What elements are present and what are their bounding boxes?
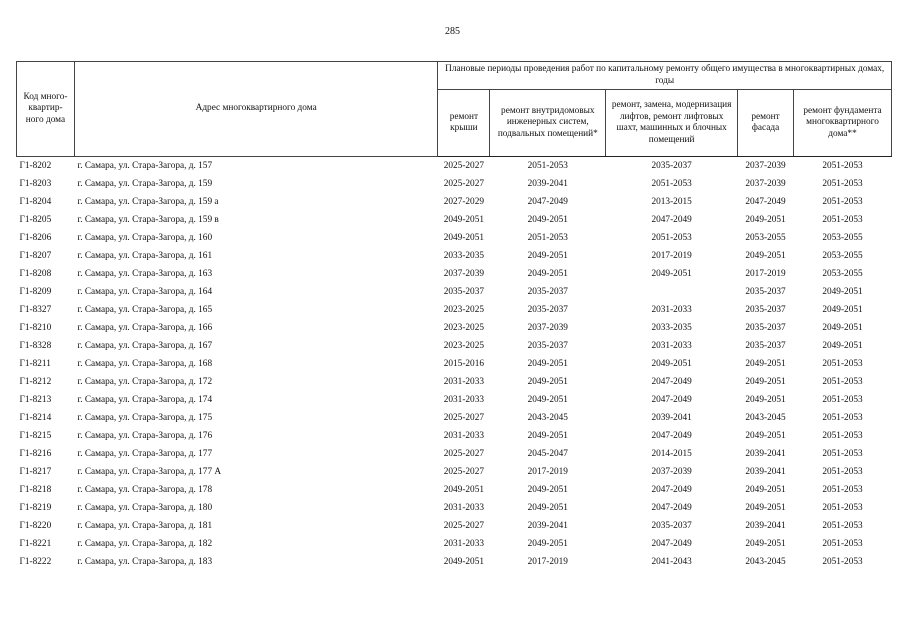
row-address: г. Самара, ул. Стара-Загора, д. 168 xyxy=(77,359,213,369)
header-engineering: ремонт внутридомовых инженерных систем, подвальных помещений* xyxy=(490,90,606,157)
row-engineering: 2049-2051 xyxy=(527,215,568,225)
table-row xyxy=(17,499,892,517)
row-foundation: 2049-2051 xyxy=(822,287,863,297)
row-foundation: 2051-2053 xyxy=(822,503,863,513)
row-facade: 2037-2039 xyxy=(745,179,786,189)
row-foundation: 2051-2053 xyxy=(822,557,863,567)
row-foundation: 2051-2053 xyxy=(822,431,863,441)
row-roof: 2025-2027 xyxy=(443,161,485,171)
row-foundation: 2051-2053 xyxy=(822,215,863,225)
row-code: Г1-8214 xyxy=(19,413,52,423)
row-roof: 2049-2051 xyxy=(443,557,485,567)
table-row xyxy=(17,175,892,193)
row-lifts: 2014-2015 xyxy=(651,449,692,459)
table-row xyxy=(17,229,892,247)
row-roof: 2031-2033 xyxy=(443,395,485,405)
table-row xyxy=(17,193,892,211)
row-address: г. Самара, ул. Стара-Загора, д. 175 xyxy=(77,413,213,423)
row-foundation: 2049-2051 xyxy=(822,341,863,351)
row-roof: 2023-2025 xyxy=(443,305,485,315)
row-facade: 2053-2055 xyxy=(745,233,786,243)
header-address: Адрес многоквартирного дома xyxy=(74,62,437,157)
row-code: Г1-8209 xyxy=(19,287,52,297)
row-foundation: 2053-2055 xyxy=(822,269,863,279)
row-facade: 2039-2041 xyxy=(745,467,786,477)
row-lifts: 2047-2049 xyxy=(651,215,692,225)
row-engineering: 2035-2037 xyxy=(527,341,568,351)
row-code: Г1-8210 xyxy=(19,323,52,333)
row-foundation: 2053-2055 xyxy=(822,251,863,261)
row-address: г. Самара, ул. Стара-Загора, д. 159 а xyxy=(77,197,219,207)
row-lifts: 2049-2051 xyxy=(651,269,692,279)
row-code: Г1-8202 xyxy=(19,161,52,171)
row-roof: 2031-2033 xyxy=(443,431,485,441)
row-roof: 2033-2035 xyxy=(443,251,485,261)
row-lifts: 2035-2037 xyxy=(651,521,692,531)
row-lifts: 2035-2037 xyxy=(651,161,692,171)
row-code: Г1-8212 xyxy=(19,377,52,387)
row-address: г. Самара, ул. Стара-Загора, д. 161 xyxy=(77,251,213,261)
row-code: Г1-8215 xyxy=(19,431,52,441)
row-engineering: 2045-2047 xyxy=(527,449,568,459)
row-address: г. Самара, ул. Стара-Загора, д. 159 xyxy=(77,179,213,189)
row-code: Г1-8222 xyxy=(19,557,52,567)
row-roof: 2015-2016 xyxy=(443,359,485,369)
repair-schedule-table xyxy=(16,61,892,571)
header-lifts: ремонт, замена, модернизация лифтов, ремонт лифтовых шахт, машинных и блочных помещений xyxy=(606,90,738,157)
row-engineering: 2039-2041 xyxy=(527,521,568,531)
row-foundation: 2051-2053 xyxy=(822,179,863,189)
table-body xyxy=(17,157,892,572)
row-engineering: 2049-2051 xyxy=(527,251,568,261)
row-engineering: 2017-2019 xyxy=(527,467,568,477)
row-facade: 2049-2051 xyxy=(745,215,786,225)
row-facade: 2039-2041 xyxy=(745,449,786,459)
row-roof: 2025-2027 xyxy=(443,521,485,531)
row-address: г. Самара, ул. Стара-Загора, д. 178 xyxy=(77,485,213,495)
table-row xyxy=(17,553,892,571)
row-address: г. Самара, ул. Стара-Загора, д. 166 xyxy=(77,323,213,333)
table-row xyxy=(17,517,892,535)
row-engineering: 2049-2051 xyxy=(527,377,568,387)
table-row xyxy=(17,157,892,176)
row-engineering: 2049-2051 xyxy=(527,503,568,513)
row-engineering: 2049-2051 xyxy=(527,269,568,279)
row-address: г. Самара, ул. Стара-Загора, д. 177 xyxy=(77,449,213,459)
row-facade: 2035-2037 xyxy=(745,341,786,351)
row-facade: 2037-2039 xyxy=(745,161,786,171)
row-engineering: 2049-2051 xyxy=(527,431,568,441)
table-row xyxy=(17,301,892,319)
row-facade: 2043-2045 xyxy=(745,413,786,423)
row-lifts: 2051-2053 xyxy=(651,233,692,243)
row-roof: 2023-2025 xyxy=(443,323,485,333)
row-facade: 2049-2051 xyxy=(745,503,786,513)
row-address: г. Самара, ул. Стара-Загора, д. 174 xyxy=(77,395,213,405)
row-engineering: 2049-2051 xyxy=(527,485,568,495)
row-code: Г1-8219 xyxy=(19,503,52,513)
row-roof: 2035-2037 xyxy=(443,287,485,297)
row-foundation: 2049-2051 xyxy=(822,323,863,333)
row-roof: 2027-2029 xyxy=(443,197,485,207)
row-address: г. Самара, ул. Стара-Загора, д. 182 xyxy=(77,539,213,549)
row-roof: 2025-2027 xyxy=(443,413,485,423)
row-facade: 2039-2041 xyxy=(745,521,786,531)
row-engineering: 2049-2051 xyxy=(527,395,568,405)
table-row xyxy=(17,319,892,337)
row-address: г. Самара, ул. Стара-Загора, д. 167 xyxy=(77,341,213,351)
row-code: Г1-8216 xyxy=(19,449,52,459)
row-engineering: 2037-2039 xyxy=(527,323,568,333)
row-engineering: 2049-2051 xyxy=(527,539,568,549)
row-code: Г1-8218 xyxy=(19,485,52,495)
row-roof: 2037-2039 xyxy=(443,269,485,279)
row-lifts: 2041-2043 xyxy=(651,557,692,567)
row-facade: 2047-2049 xyxy=(745,197,786,207)
row-roof: 2031-2033 xyxy=(443,377,485,387)
row-facade: 2035-2037 xyxy=(745,305,786,315)
row-lifts: 2033-2035 xyxy=(651,323,692,333)
header-foundation: ремонт фундамента многоквартирного дома** xyxy=(794,90,892,157)
row-address: г. Самара, ул. Стара-Загора, д. 159 в xyxy=(77,215,219,225)
page-number: 285 xyxy=(445,26,460,37)
row-lifts: 2047-2049 xyxy=(651,431,692,441)
row-lifts: 2037-2039 xyxy=(651,467,692,477)
row-facade: 2049-2051 xyxy=(745,377,786,387)
row-lifts xyxy=(606,283,738,301)
row-engineering: 2051-2053 xyxy=(527,161,568,171)
row-lifts: 2049-2051 xyxy=(651,359,692,369)
row-code: Г1-8217 xyxy=(19,467,52,477)
row-engineering: 2049-2051 xyxy=(527,359,568,369)
row-lifts: 2047-2049 xyxy=(651,395,692,405)
table-row xyxy=(17,373,892,391)
row-facade: 2049-2051 xyxy=(745,539,786,549)
row-engineering: 2047-2049 xyxy=(527,197,568,207)
header-code: Код много- квартир- ного дома xyxy=(17,62,75,157)
row-code: Г1-8203 xyxy=(19,179,52,189)
table-row xyxy=(17,535,892,553)
row-address: г. Самара, ул. Стара-Загора, д. 183 xyxy=(77,557,213,567)
table-row xyxy=(17,283,892,301)
row-engineering: 2043-2045 xyxy=(527,413,568,423)
row-roof: 2025-2027 xyxy=(443,467,485,477)
row-facade: 2035-2037 xyxy=(745,323,786,333)
row-code: Г1-8205 xyxy=(19,215,52,225)
row-foundation: 2051-2053 xyxy=(822,377,863,387)
row-roof: 2049-2051 xyxy=(443,215,485,225)
row-roof: 2023-2025 xyxy=(443,341,485,351)
row-engineering: 2051-2053 xyxy=(527,233,568,243)
table-header xyxy=(17,62,892,157)
row-facade: 2035-2037 xyxy=(745,287,786,297)
row-code: Г1-8204 xyxy=(19,197,52,207)
row-lifts: 2017-2019 xyxy=(651,251,692,261)
row-code: Г1-8328 xyxy=(19,341,52,351)
row-address: г. Самара, ул. Стара-Загора, д. 157 xyxy=(77,161,213,171)
row-code: Г1-8208 xyxy=(19,269,52,279)
row-foundation: 2051-2053 xyxy=(822,161,863,171)
row-facade: 2049-2051 xyxy=(745,431,786,441)
row-facade: 2049-2051 xyxy=(745,395,786,405)
row-roof: 2031-2033 xyxy=(443,503,485,513)
row-lifts: 2047-2049 xyxy=(651,377,692,387)
row-code: Г1-8213 xyxy=(19,395,52,405)
table-row xyxy=(17,337,892,355)
header-roof: ремонт крыши xyxy=(438,90,490,157)
row-roof: 2025-2027 xyxy=(443,449,485,459)
row-roof: 2049-2051 xyxy=(443,233,485,243)
row-lifts: 2013-2015 xyxy=(651,197,692,207)
row-lifts: 2051-2053 xyxy=(651,179,692,189)
row-foundation: 2051-2053 xyxy=(822,485,863,495)
row-facade: 2049-2051 xyxy=(745,251,786,261)
row-roof: 2049-2051 xyxy=(443,485,485,495)
table-row xyxy=(17,355,892,373)
row-foundation: 2051-2053 xyxy=(822,467,863,477)
table-row xyxy=(17,409,892,427)
row-lifts: 2031-2033 xyxy=(651,305,692,315)
table-row xyxy=(17,211,892,229)
row-engineering: 2039-2041 xyxy=(527,179,568,189)
row-foundation: 2051-2053 xyxy=(822,449,863,459)
row-address: г. Самара, ул. Стара-Загора, д. 176 xyxy=(77,431,213,441)
row-roof: 2025-2027 xyxy=(443,179,485,189)
table-row xyxy=(17,481,892,499)
row-lifts: 2031-2033 xyxy=(651,341,692,351)
row-code: Г1-8211 xyxy=(19,359,51,369)
row-foundation: 2051-2053 xyxy=(822,395,863,405)
row-code: Г1-8220 xyxy=(19,521,52,531)
table-row xyxy=(17,445,892,463)
row-address: г. Самара, ул. Стара-Загора, д. 181 xyxy=(77,521,213,531)
row-facade: 2049-2051 xyxy=(745,485,786,495)
table-row xyxy=(17,247,892,265)
row-address: г. Самара, ул. Стара-Загора, д. 180 xyxy=(77,503,213,513)
row-code: Г1-8206 xyxy=(19,233,52,243)
row-code: Г1-8327 xyxy=(19,305,52,315)
row-address: г. Самара, ул. Стара-Загора, д. 165 xyxy=(77,305,213,315)
row-address: г. Самара, ул. Стара-Загора, д. 177 А xyxy=(77,467,222,477)
row-lifts: 2047-2049 xyxy=(651,485,692,495)
row-foundation: 2049-2051 xyxy=(822,305,863,315)
row-code: Г1-8207 xyxy=(19,251,52,261)
row-facade: 2049-2051 xyxy=(745,359,786,369)
header-periods-group: Плановые периоды проведения работ по капитальному ремонту общего имущества в многоквартирных домах, годы xyxy=(438,62,892,90)
row-address: г. Самара, ул. Стара-Загора, д. 164 xyxy=(77,287,213,297)
row-facade: 2017-2019 xyxy=(745,269,786,279)
row-foundation: 2051-2053 xyxy=(822,359,863,369)
row-foundation: 2051-2053 xyxy=(822,413,863,423)
table-row xyxy=(17,265,892,283)
row-roof: 2031-2033 xyxy=(443,539,485,549)
row-engineering: 2035-2037 xyxy=(527,287,568,297)
row-foundation: 2051-2053 xyxy=(822,197,863,207)
row-code: Г1-8221 xyxy=(19,539,52,549)
row-lifts: 2047-2049 xyxy=(651,503,692,513)
header-facade: ремонт фасада xyxy=(738,90,794,157)
row-address: г. Самара, ул. Стара-Загора, д. 172 xyxy=(77,377,213,387)
row-foundation: 2051-2053 xyxy=(822,521,863,531)
row-address: г. Самара, ул. Стара-Загора, д. 163 xyxy=(77,269,213,279)
table-row xyxy=(17,391,892,409)
row-engineering: 2017-2019 xyxy=(527,557,568,567)
row-foundation: 2051-2053 xyxy=(822,539,863,549)
table-row xyxy=(17,427,892,445)
row-facade: 2043-2045 xyxy=(745,557,786,567)
row-foundation: 2053-2055 xyxy=(822,233,863,243)
table-row xyxy=(17,463,892,481)
row-address: г. Самара, ул. Стара-Загора, д. 160 xyxy=(77,233,213,243)
row-engineering: 2035-2037 xyxy=(527,305,568,315)
row-lifts: 2047-2049 xyxy=(651,539,692,549)
row-lifts: 2039-2041 xyxy=(651,413,692,423)
